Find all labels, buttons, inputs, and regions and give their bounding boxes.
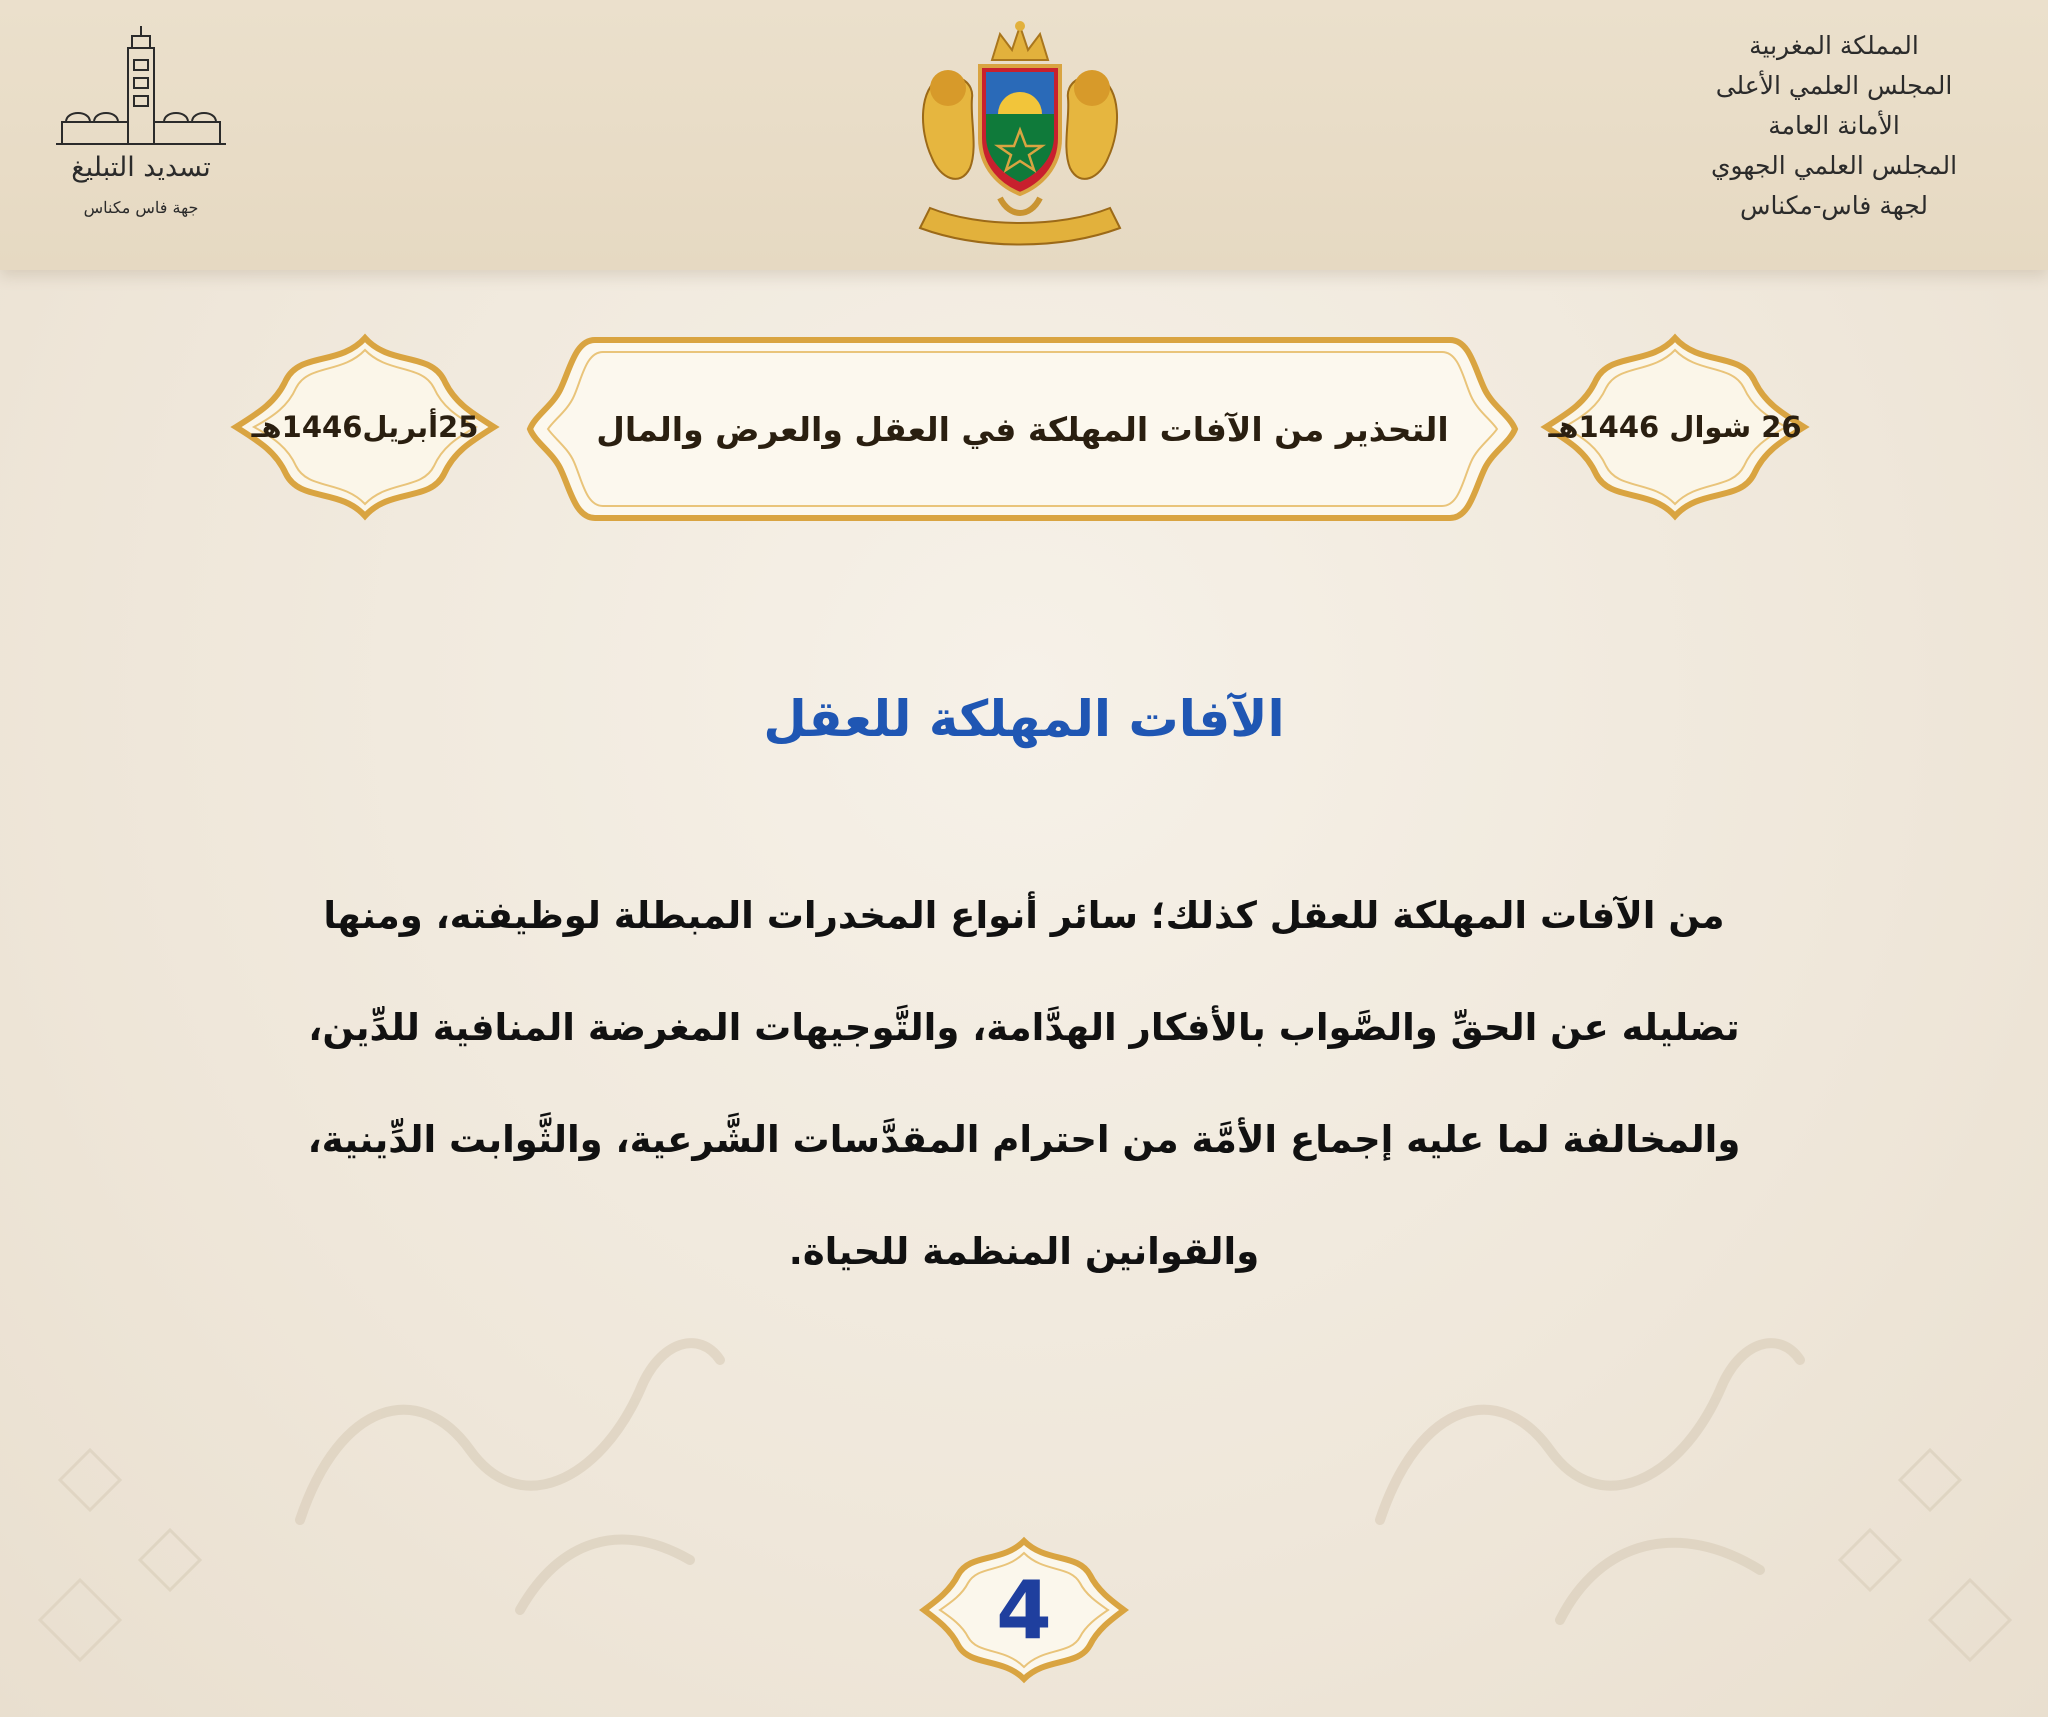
tasdid-attabligh-logo <box>56 26 226 226</box>
header-line-council: المجلس العلمي الأعلى <box>1715 71 1953 100</box>
coat-of-arms-emblem <box>900 18 1140 250</box>
header-line-kingdom: المملكة المغربية <box>1749 31 1919 60</box>
body-line-4: والقوانين المنظمة للحياة. <box>788 1230 1260 1273</box>
section-title: الآفات المهلكة للعقل <box>763 690 1285 748</box>
page-number: 4 <box>996 1563 1052 1657</box>
mosque-minaret-icon <box>56 26 226 152</box>
hijri-date: 26 شوال 1446هـ <box>1548 410 1802 444</box>
header-line-secretariat: الأمانة العامة <box>1768 111 1900 140</box>
header-line-region: لجهة فاس-مكناس <box>1739 191 1929 220</box>
topic-title-frame <box>525 330 1520 528</box>
header-band <box>0 0 2048 270</box>
institution-header <box>1684 26 1984 226</box>
logo-title: تسديد التبليغ <box>71 152 211 183</box>
gregorian-date-badge <box>230 332 500 522</box>
logo-subtitle: جهة فاس مكناس <box>83 198 199 217</box>
body-line-1: من الآفات المهلكة للعقل كذلك؛ سائر أنواع المخدرات المبطلة لوظيفته، ومنها <box>323 894 1725 937</box>
body-paragraph <box>150 860 1898 1308</box>
header-line-regional-council: المجلس العلمي الجهوي <box>1710 151 1958 180</box>
page-number-badge <box>918 1535 1130 1685</box>
body-line-3: والمخالفة لما عليه إجماع الأمَّة من احترام المقدَّسات الشَّرعية، والثَّوابت الدِّينية، <box>307 1118 1741 1161</box>
topic-title: التحذير من الآفات المهلكة في العقل والعرض والمال <box>596 409 1449 449</box>
gregorian-date: 25أبريل1446هـ <box>251 410 479 444</box>
hijri-date-badge <box>1540 332 1810 522</box>
body-line-2: تضليله عن الحقِّ والصَّواب بالأفكار الهدَّامة، والتَّوجيهات المغرضة المنافية للدِّين، <box>308 1006 1740 1049</box>
